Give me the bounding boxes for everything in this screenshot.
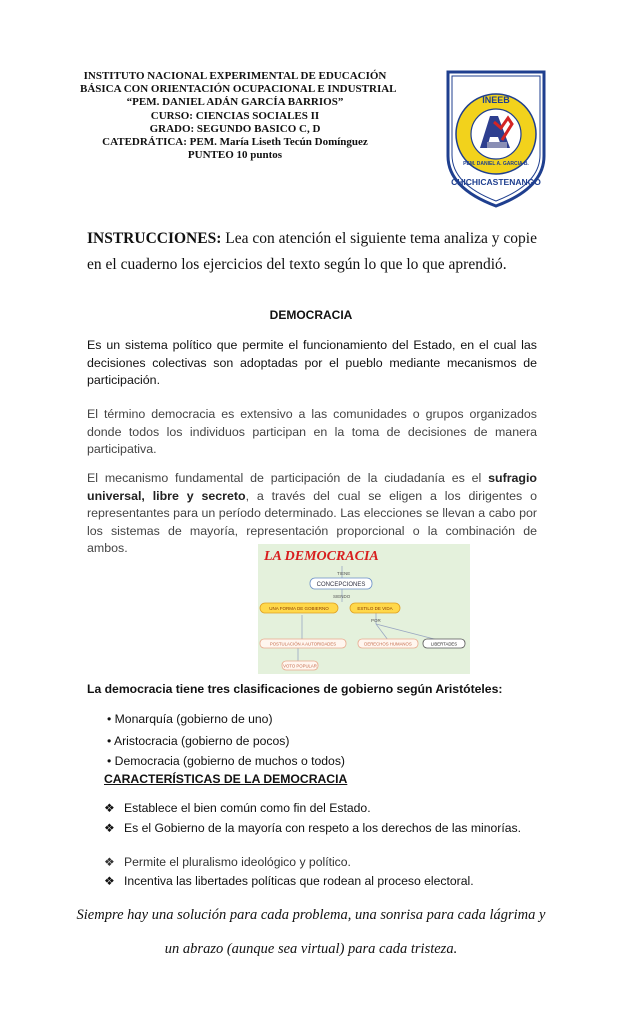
suffrage-bold-text: sufragio universal, libre y secreto xyxy=(87,471,537,503)
characteristic-text: Establece el bien común como fin del Estado. xyxy=(124,801,371,815)
democracy-concept-map xyxy=(258,544,470,674)
diagram-siendo-label: SIENDO xyxy=(333,594,351,599)
characteristic-text: Permite el pluralismo ideológico y político. xyxy=(124,855,351,869)
header-line-teacher: CATEDRÁTICA: PEM. María Liseth Tecún Domínguez xyxy=(102,136,368,149)
header-line-school-name: “PEM. DANIEL ADÁN GARCÍA BARRIOS” xyxy=(126,96,344,109)
school-header xyxy=(80,70,397,162)
header-line-orientation: BÁSICA CON ORIENTACIÓN OCUPACIONAL E INDUSTRIAL xyxy=(80,83,397,96)
characteristic-item xyxy=(104,800,536,817)
diamond-bullet-icon: ❖ xyxy=(104,855,115,869)
suffrage-text-before: El mecanismo fundamental de participación de la ciudadanía es el xyxy=(87,471,489,485)
suffrage-text-after: , a través del cual se eligen a los dirigentes o representantes para un período determinado. Las elecciones se llevan a cabo por los sistemas de mayoría, representación proporcional o la combinación de ambos. xyxy=(87,488,537,555)
school-crest-logo xyxy=(440,64,552,210)
diagram-tiene-label: TIENE xyxy=(337,571,351,576)
diamond-bullet-icon: ❖ xyxy=(104,821,115,835)
instructions-label: INSTRUCCIONES: xyxy=(87,230,222,247)
instructions-text: Lea con atención el siguiente tema analiza y copie en el cuaderno los ejercicios del texto según lo que lo que aprendió. xyxy=(87,230,537,273)
diagram-postulacion-node: POSTULACIÓN A AUTORIDADES xyxy=(269,641,337,647)
header-line-institute: INSTITUTO NACIONAL EXPERIMENTAL DE EDUCACIÓN xyxy=(83,70,387,82)
instructions-paragraph xyxy=(87,226,537,278)
diagram-voto-node: VOTO POPULAR xyxy=(283,663,317,669)
document-title: DEMOCRACIA xyxy=(269,308,353,322)
logo-top-text: INEEB xyxy=(482,95,510,105)
definition-paragraph: Es un sistema político que permite el funcionamiento del Estado, en el cual las decisiones colectivas son adoptadas por el pueblo mediante mecanismos de participación. xyxy=(87,338,537,387)
classification-item: • Monarquía (gobierno de uno) xyxy=(107,712,273,726)
closing-quote-line-2: un abrazo (aunque sea virtual) para cada tristeza. xyxy=(164,941,458,957)
diagram-title: LA DEMOCRACIA xyxy=(264,549,379,564)
diagram-estilo-vida-node: ESTILO DE VIDA xyxy=(357,606,393,611)
characteristics-heading: CARACTERÍSTICAS DE LA DEMOCRACIA xyxy=(104,772,348,786)
logo-inner-text: PEM. DANIEL A. GARCIA B. xyxy=(463,161,529,167)
header-line-score: PUNTEO 10 puntos xyxy=(187,149,283,162)
diamond-bullet-icon: ❖ xyxy=(104,801,115,815)
header-line-grade: GRADO: SEGUNDO BASICO C, D xyxy=(149,122,321,135)
diagram-derechos-node: DERECHOS HUMANOS xyxy=(364,641,412,647)
classification-item: • Aristocracia (gobierno de pocos) xyxy=(107,734,290,748)
diagram-concepciones-node: CONCEPCIONES xyxy=(316,582,366,588)
diagram-por-label: POR xyxy=(371,618,381,623)
characteristic-text: Incentiva las libertades políticas que rodean al proceso electoral. xyxy=(124,874,474,888)
diamond-bullet-icon: ❖ xyxy=(104,874,115,888)
closing-quote-line-1: Siempre hay una solución para cada problema, una sonrisa para cada lágrima y xyxy=(76,907,546,923)
characteristic-item xyxy=(104,820,536,837)
header-line-course: CURSO: CIENCIAS SOCIALES II xyxy=(150,109,320,122)
extension-paragraph: El término democracia es extensivo a las comunidades o grupos organizados donde todos los individuos participan en la toma de decisiones de manera participativa. xyxy=(87,407,537,456)
classifications-heading: La democracia tiene tres clasificaciones de gobierno según Aristóteles: xyxy=(87,682,503,696)
diagram-forma-gobierno-node: UNA FORMA DE GOBIERNO xyxy=(269,606,329,611)
classification-item: • Democracia (gobierno de muchos o todos) xyxy=(107,754,345,768)
characteristic-item xyxy=(104,854,536,871)
diagram-libertades-node: LIBERTADES xyxy=(430,641,458,647)
characteristic-item xyxy=(104,873,536,890)
logo-bottom-text: CHICHICASTENANGO xyxy=(451,177,541,187)
characteristic-text: Es el Gobierno de la mayoría con respeto a los derechos de las minorías. xyxy=(124,821,521,835)
